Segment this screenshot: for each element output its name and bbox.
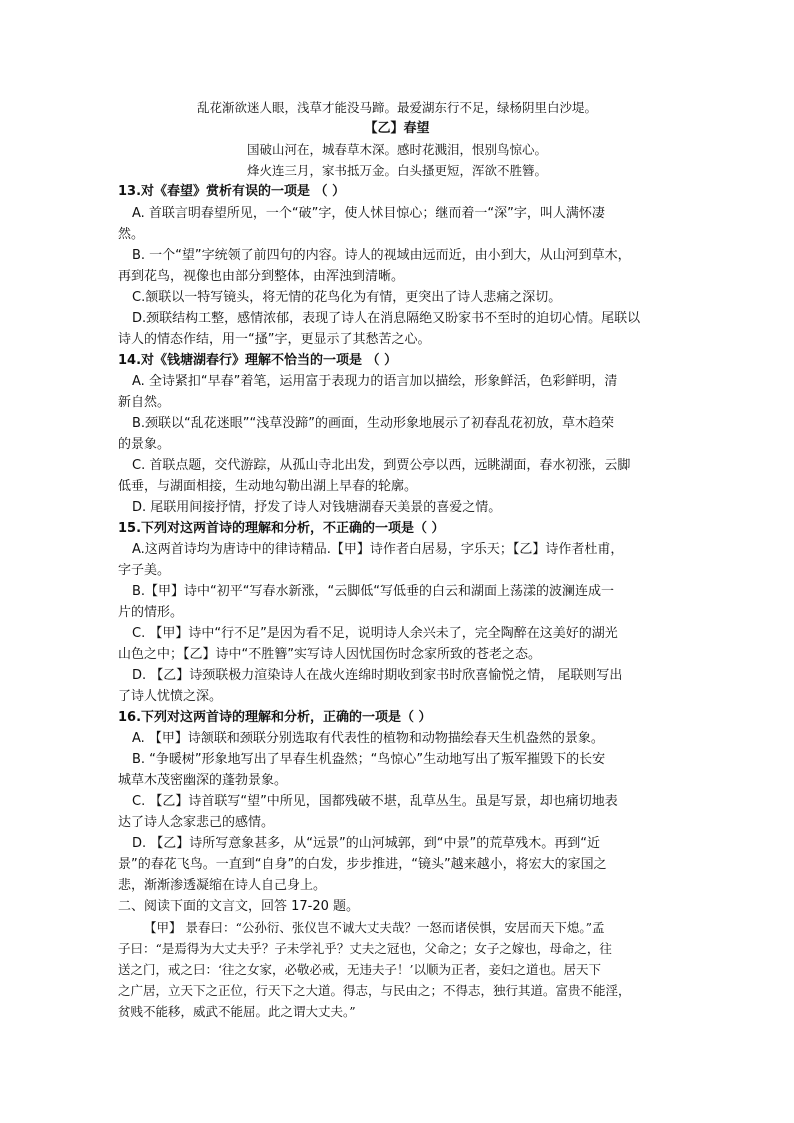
- question-16-option-b: B. “争暖树”形象地写出了早春生机盎然；“鸟惊心”生动地写出了叛军摧毁下的长安: [132, 752, 606, 767]
- question-14-option-a-cont: 新自然。: [118, 395, 171, 410]
- section-2-heading: 二、阅读下面的文言文，回答 17-20 题。: [118, 899, 360, 914]
- question-13-stem: 13.对《春望》赏析有误的一项是 （ ）: [118, 184, 346, 199]
- classical-text-line-1: 【甲】 景春曰：“公孙衍、张仪岂不诚大丈夫哉？一怒而诸侯惧，安居而天下熄。”孟: [144, 920, 605, 935]
- question-15-option-b-cont: 片的情形。: [118, 605, 184, 620]
- poem-yi-line-2: 烽火连三月，家书抵万金。白头搔更短，浑欲不胜簪。: [246, 163, 547, 178]
- question-16-option-b-cont: 城草木茂密幽深的蓬勃景象。: [118, 773, 288, 788]
- question-13-option-a-cont: 然。: [118, 227, 145, 242]
- question-16-stem: 16.下列对这两首诗的理解和分析，正确的一项是（ ）: [118, 710, 432, 725]
- question-16-option-c-cont: 达了诗人念家悲己的感情。: [118, 815, 275, 830]
- question-14-option-a: A. 全诗紧扣“早春”着笔，运用富于表现力的语言加以描绘，形象鲜活，色彩鲜明，清: [132, 374, 618, 389]
- poem-jia-last-line: 乱花渐欲迷人眼，浅草才能没马蹄。最爱湖东行不足，绿杨阴里白沙堤。: [196, 100, 597, 115]
- classical-text-line-4: 之广居，立天下之正位，行天下之大道。得志，与民由之；不得志，独行其道。富贵不能淫，: [118, 983, 631, 998]
- question-14-option-c: C. 首联点题，交代游踪，从孤山寺北出发，到贾公亭以西，远眺湖面，春水初涨，云脚: [132, 458, 631, 473]
- question-13-option-d-cont: 诗人的情态作结，用一“搔”字，更显示了其愁苦之心。: [118, 332, 431, 347]
- question-14-option-c-cont: 低垂，与湖面相接，生动地勾勒出湖上早春的轮廓。: [118, 479, 418, 494]
- question-15-option-c-cont: 山色之中；【乙】诗中“不胜簪”实写诗人因忧国伤时念家所致的苍老之态。: [118, 647, 541, 662]
- question-16-option-a: A. 【甲】诗颔联和颈联分别选取有代表性的植物和动物描绘春天生机盎然的景象。: [132, 731, 604, 746]
- question-16-option-d-cont: 景”的春花飞鸟。一直到“自身”的白发，步步推进，“镜头”越来越小，将宏大的家国之: [118, 857, 607, 872]
- question-13-option-a: A. 首联言明春望所见，一个“破”字，使人怵目惊心；继而着一“深”字，叫人满怀凄: [132, 206, 605, 221]
- question-15-option-d: D. 【乙】诗颈联极力渲染诗人在战火连绵时期收到家书时欣喜愉悦之情， 尾联则写出: [132, 668, 623, 683]
- poem-yi-line-1: 国破山河在，城春草木深。感时花溅泪，恨别鸟惊心。: [246, 142, 547, 157]
- question-13-option-d: D.颈联结构工整，感情浓郁，表现了诗人在消息隔绝又盼家书不至时的迫切心情。尾联以: [132, 311, 641, 326]
- question-13-option-b-cont: 再到花鸟，视像也由部分到整体，由浑浊到清晰。: [118, 269, 405, 284]
- question-14-option-b-cont: 的景象。: [118, 437, 171, 452]
- question-15-option-b: B.【甲】诗中“初平“写春水新涨，“云脚低“写低垂的白云和湖面上荡漾的波澜连成一: [132, 584, 614, 599]
- question-16-option-c: C. 【乙】诗首联写“望”中所见，国都残破不堪，乱草丛生。虽是写景，却也痛切地表: [132, 794, 618, 809]
- question-15-option-a-cont: 字子美。: [118, 563, 171, 578]
- classical-text-line-3: 送之门，戒之曰：‘往之女家，必敬必戒，无违夫子！’以顺为正者，妾妇之道也。居天下: [118, 962, 601, 977]
- question-13-option-b: B. 一个“望”字统领了前四句的内容。诗人的视域由远而近，由小到大，从山河到草木，: [132, 248, 631, 263]
- question-16-option-d: D. 【乙】诗所写意象甚多，从“远景”的山河城郭，到“中景”的荒草残木。再到“近: [132, 836, 600, 851]
- question-14-option-d: D. 尾联用间接抒情，抒发了诗人对钱塘湖春天美景的喜爱之情。: [132, 500, 502, 515]
- question-15-option-d-cont: 了诗人忧愤之深。: [118, 689, 223, 704]
- classical-text-line-2: 子曰：“是焉得为大丈夫乎？子未学礼乎？丈夫之冠也，父命之；女子之嫁也，母命之，往: [118, 941, 612, 956]
- question-13-option-c: C.颔联以一特写镜头，将无情的花鸟化为有情，更突出了诗人悲痛之深切。: [132, 290, 562, 305]
- question-15-option-a: A.这两首诗均为唐诗中的律诗精品.【甲】诗作者白居易，字乐天；【乙】诗作者杜甫，: [132, 542, 624, 557]
- question-14-stem: 14.对《钱塘湖春行》理解不恰当的一项是 （ ）: [118, 353, 398, 368]
- classical-text-line-5: 贫贱不能移，威武不能屈。此之谓大丈夫。”: [118, 1004, 356, 1019]
- question-15-stem: 15.下列对这两首诗的理解和分析，不正确的一项是（ ）: [118, 521, 445, 536]
- question-14-option-b: B.颈联以“乱花迷眼”“浅草没蹄”的画面，生动形象地展示了初春乱花初放，草木趋荣: [132, 416, 614, 431]
- question-15-option-c: C. 【甲】诗中“行不足”是因为看不足，说明诗人余兴未了，完全陶醉在这美好的湖光: [132, 626, 618, 641]
- poem-yi-title: 【乙】春望: [364, 121, 430, 136]
- question-16-option-d-cont-2: 悲，渐渐渗透凝缩在诗人自己身上。: [118, 878, 327, 893]
